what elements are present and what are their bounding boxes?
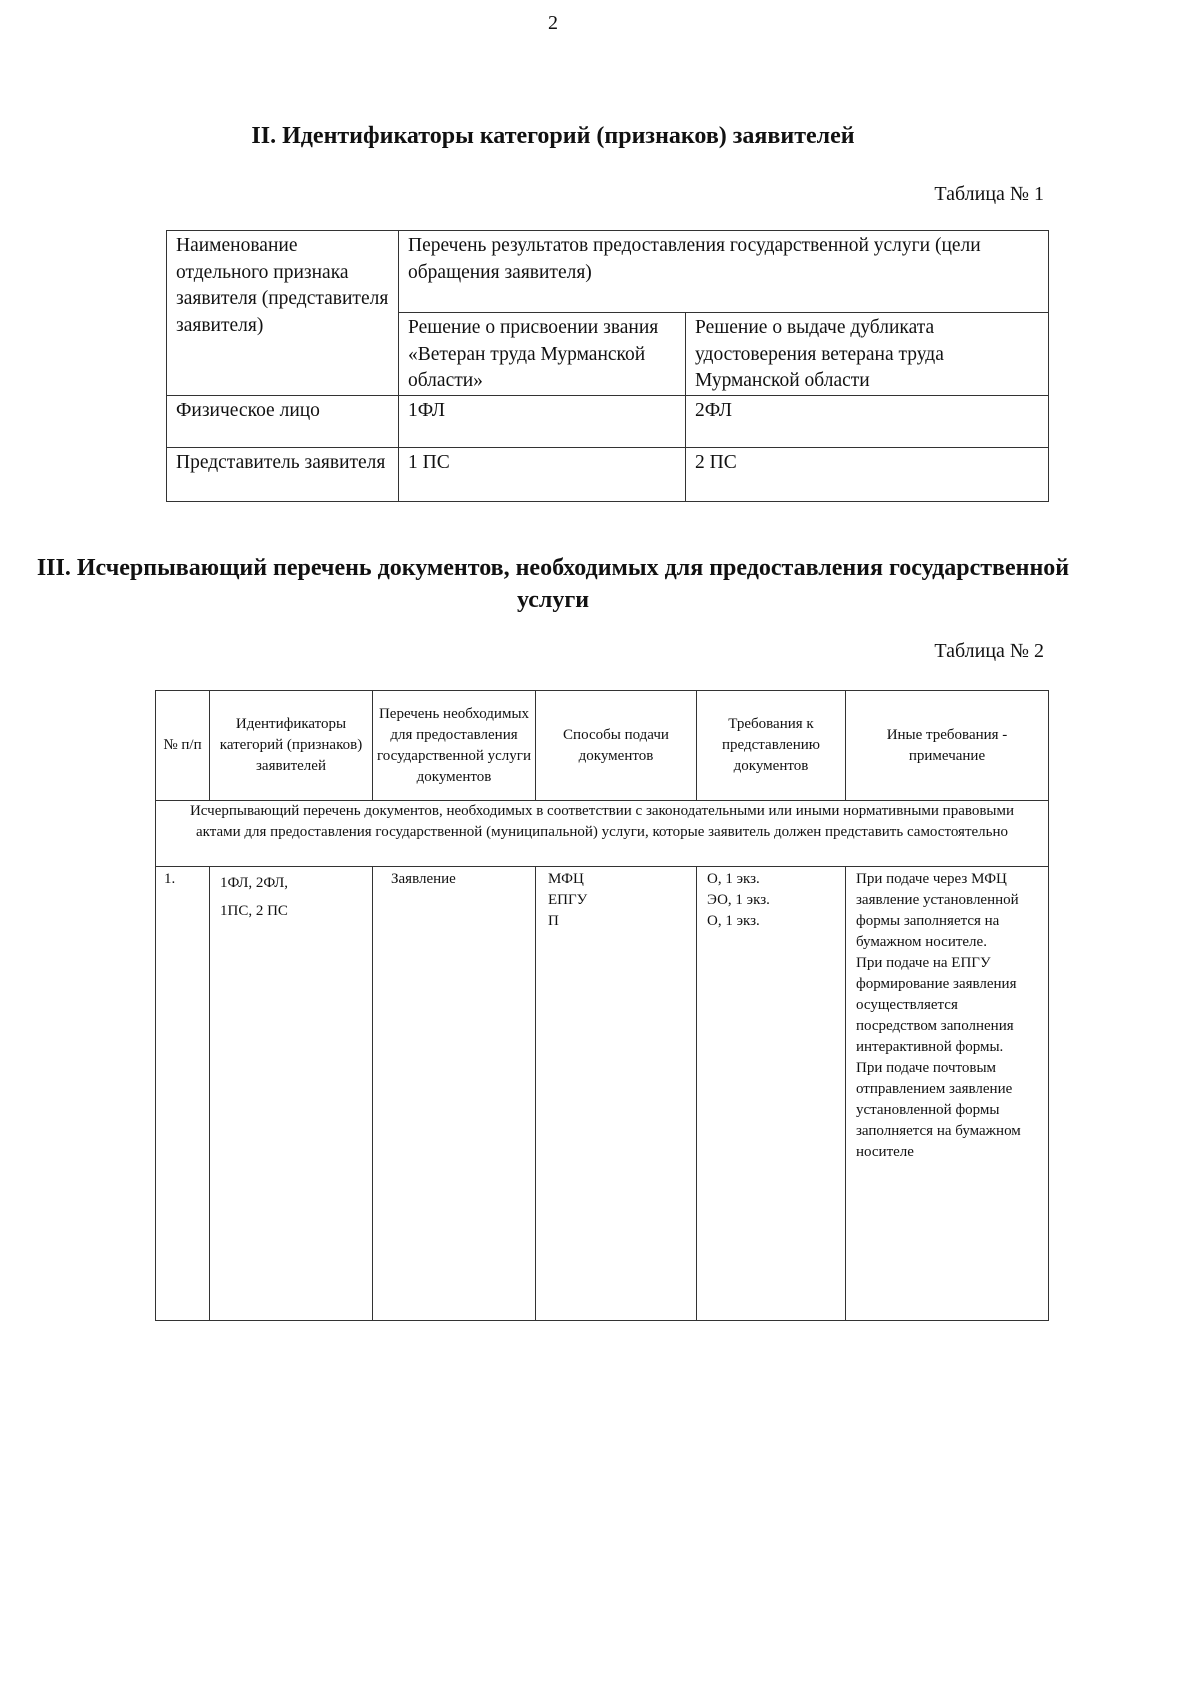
notes-cell: При подаче через МФЦ заявление установленной формы заполняется на бумажном носителе. При подаче на ЕПГУ формирование заявления осуществляется посредством заполнения интерактивной формы. При подаче почтовым отправлением заявление установленной формы заполняется на бумажном носителе	[846, 867, 1049, 1321]
col-header-result-2: Решение о выдаче дубликата удостоверения ветерана труда Мурманской области	[686, 313, 1049, 396]
required-documents-table	[155, 690, 1049, 1321]
col-header-result-1: Решение о присвоении звания «Ветеран труда Мурманской области»	[399, 313, 686, 396]
category-ids-cell: 1ФЛ, 2ФЛ, 1ПС, 2 ПС	[210, 867, 373, 1321]
table-2-caption: Таблица № 2	[934, 640, 1044, 662]
col-header-results-group: Перечень результатов предоставления государственной услуги (цели обращения заявителя)	[399, 231, 1049, 313]
section-2-heading: II. Идентификаторы категорий (признаков) заявителей	[251, 123, 855, 149]
col-header-submission-methods: Способы подачи документов	[536, 691, 697, 801]
section-3-heading: III. Исчерпывающий перечень документов, необходимых для предоставления государственной услуги	[36, 555, 1070, 613]
applicant-feature-cell: Представитель заявителя	[167, 447, 399, 501]
applicant-feature-cell: Физическое лицо	[167, 395, 399, 447]
col-header-requirements: Требования к представлению документов	[697, 691, 846, 801]
result-1-code-cell: 1ФЛ	[399, 395, 686, 447]
submission-methods-cell: МФЦ ЕПГУ П	[536, 867, 697, 1321]
result-2-code-cell: 2ФЛ	[686, 395, 1049, 447]
result-2-code-cell: 2 ПС	[686, 447, 1049, 501]
requirements-cell: О, 1 экз. ЭО, 1 экз. О, 1 экз.	[697, 867, 846, 1321]
document-cell: Заявление	[373, 867, 536, 1321]
col-header-category-ids: Идентификаторы категорий (признаков) заявителей	[210, 691, 373, 801]
table-section-description: Исчерпывающий перечень документов, необходимых в соответствии с законодательными или иными нормативными правовыми актами для предоставления государственной (муниципальной) услуги, которые заявитель должен представить самостоятельно	[156, 801, 1049, 867]
col-header-number: № п/п	[156, 691, 210, 801]
table-1-caption: Таблица № 1	[934, 183, 1044, 205]
col-header-notes: Иные требования - примечание	[846, 691, 1049, 801]
col-header-documents: Перечень необходимых для предоставления государственной услуги документов	[373, 691, 536, 801]
col-header-applicant-feature: Наименование отдельного признака заявителя (представителя заявителя)	[167, 231, 399, 396]
table-row	[156, 867, 1049, 1321]
row-number-cell: 1.	[156, 867, 210, 1321]
table-row	[167, 447, 1049, 501]
page-number: 2	[548, 12, 558, 34]
result-1-code-cell: 1 ПС	[399, 447, 686, 501]
applicant-categories-table	[166, 230, 1049, 502]
table-row	[167, 395, 1049, 447]
